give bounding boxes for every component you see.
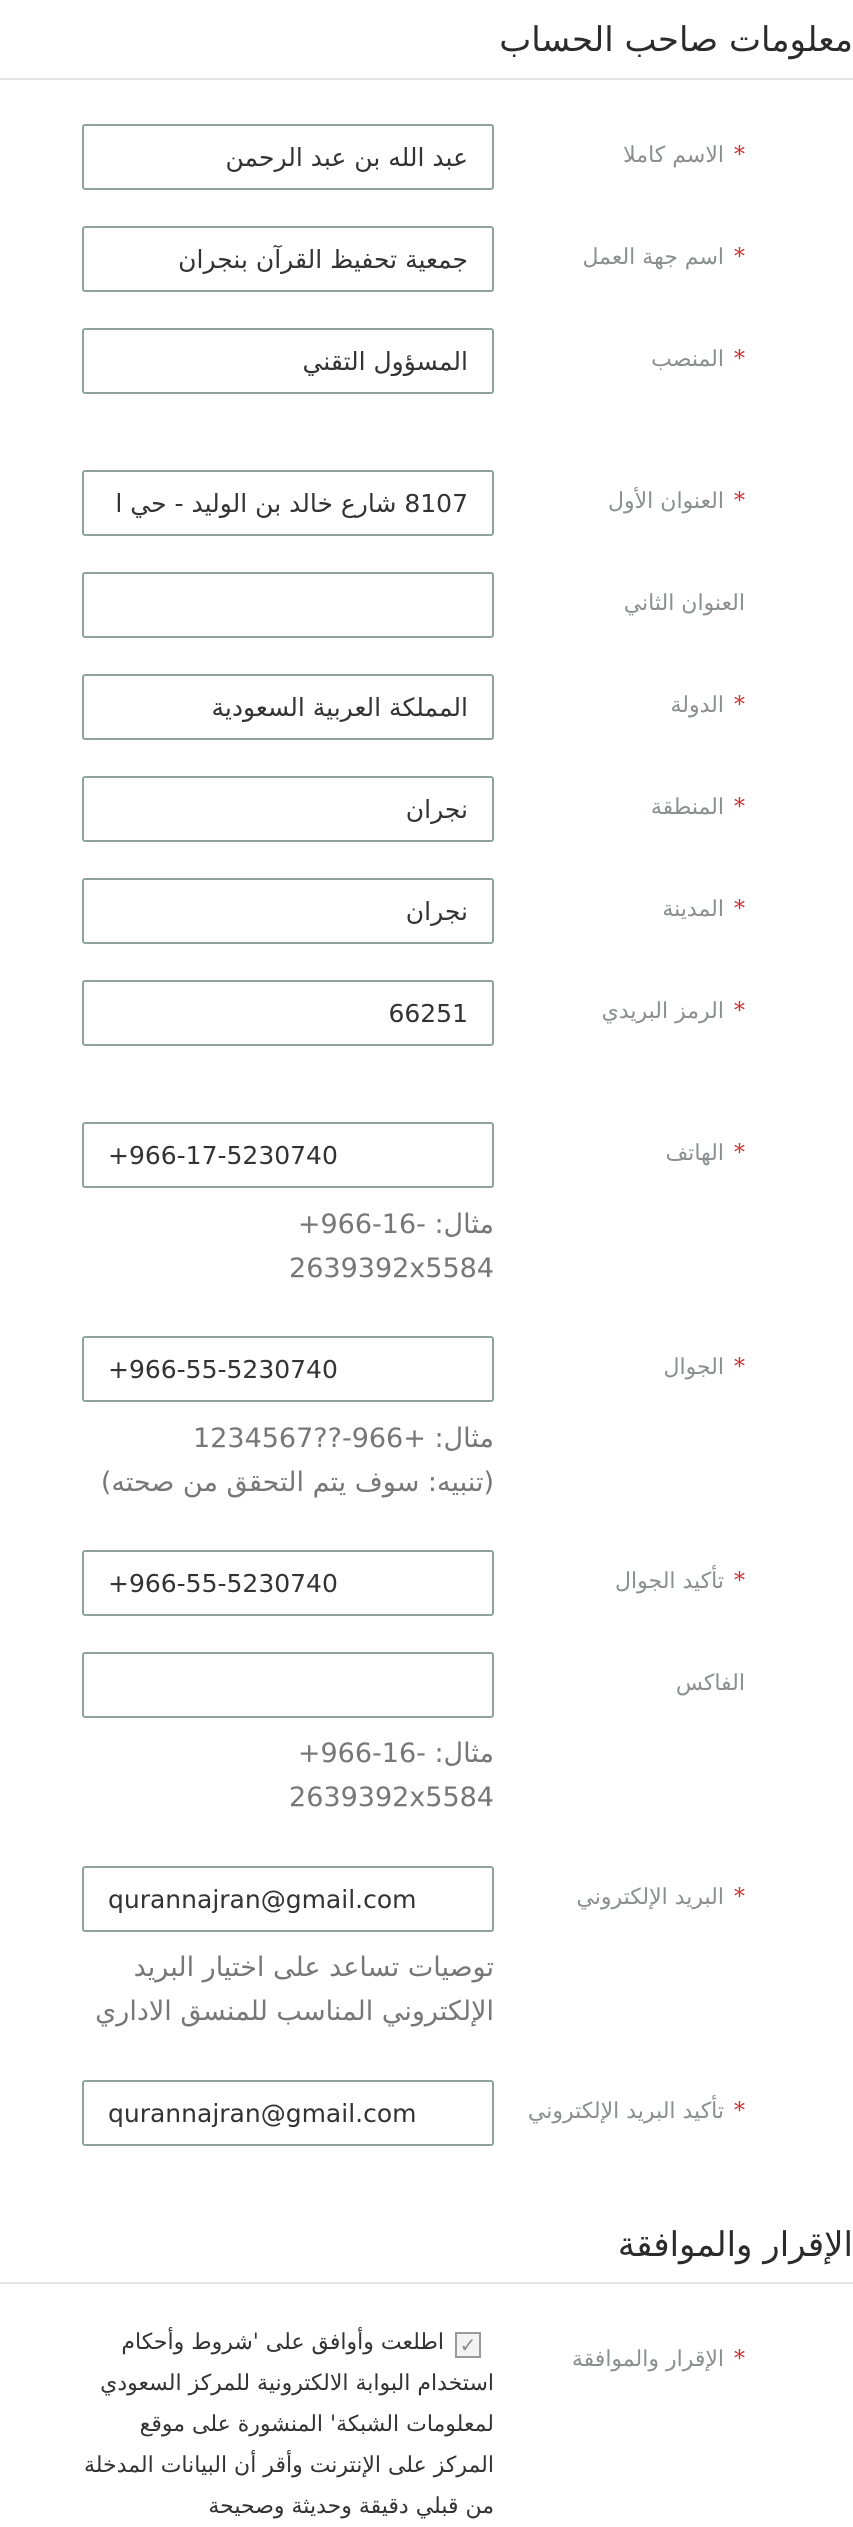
required-marker: * (734, 143, 745, 168)
label-position: *المنصب (651, 347, 745, 372)
required-marker: * (734, 1141, 745, 1166)
required-marker: * (734, 795, 745, 820)
label-postal-code: *الرمز البريدي (601, 999, 745, 1024)
mobile-help-text: مثال: +966-??1234567 (تنبيه: سوف يتم التحقق من صحته) (100, 1423, 494, 1498)
region-input[interactable] (82, 776, 494, 842)
agreement-text: اطلعت وأوافق على 'شروط وأحكام استخدام البوابة الالكترونية للمركز السعودي لمعلومات الشبكة' المنشورة على موقع المركز على الإنترنت وأقر أن البيانات المدخلة من قبلي دقيقة وحديثة وصحيحة (83, 2330, 494, 2519)
email-help-text: توصيات تساعد على اختيار البريد الإلكتروني المناسب للمنسق الاداري (95, 1952, 494, 2027)
label-city: *المدينة (662, 897, 745, 922)
label-organization: *اسم جهة العمل (582, 245, 745, 270)
required-marker: * (734, 245, 745, 270)
fax-help-text: مثال: +966-16- 2639392x5584 (289, 1738, 494, 1813)
required-marker: * (734, 693, 745, 718)
required-marker: * (734, 1885, 745, 1910)
city-input[interactable] (82, 878, 494, 944)
mobile-input[interactable] (82, 1336, 494, 1402)
label-mobile-confirm: *تأكيد الجوال (615, 1569, 745, 1594)
position-input[interactable] (82, 328, 494, 394)
required-marker: * (734, 2347, 745, 2372)
section-title-agreement: الإقرار والموافقة (617, 2225, 853, 2265)
label-fax: الفاكس (675, 1671, 745, 1696)
label-country: *الدولة (670, 693, 745, 718)
section-divider (0, 78, 853, 80)
required-marker: * (734, 1569, 745, 1594)
phone-input[interactable] (82, 1122, 494, 1188)
required-marker: * (734, 2099, 745, 2124)
postal-code-input[interactable] (82, 980, 494, 1046)
label-mobile: *الجوال (663, 1355, 745, 1380)
required-marker: * (734, 1355, 745, 1380)
label-address1: *العنوان الأول (608, 489, 745, 514)
organization-input[interactable] (82, 226, 494, 292)
required-marker: * (734, 489, 745, 514)
label-email-confirm: *تأكيد البريد الإلكتروني (527, 2099, 745, 2124)
label-phone: *الهاتف (665, 1141, 745, 1166)
email-input[interactable] (82, 1866, 494, 1932)
phone-help-text: مثال: +966-16- 2639392x5584 (289, 1209, 494, 1284)
label-email: *البريد الإلكتروني (576, 1885, 745, 1910)
address1-input[interactable] (82, 470, 494, 536)
section-title-account-holder: معلومات صاحب الحساب (499, 20, 853, 60)
required-marker: * (734, 347, 745, 372)
label-full-name: *الاسم كاملا (623, 143, 745, 168)
label-agreement: *الإقرار والموافقة (571, 2347, 745, 2372)
required-marker: * (734, 999, 745, 1024)
mobile-confirm-input[interactable] (82, 1550, 494, 1616)
checkmark-icon: ✓ (459, 2333, 477, 2357)
section-divider (0, 2282, 853, 2284)
full-name-input[interactable] (82, 124, 494, 190)
country-input[interactable] (82, 674, 494, 740)
label-address2: العنوان الثاني (623, 591, 745, 616)
label-region: *المنطقة (650, 795, 745, 820)
fax-input[interactable] (82, 1652, 494, 1718)
required-marker: * (734, 897, 745, 922)
email-confirm-input[interactable] (82, 2080, 494, 2146)
address2-input[interactable] (82, 572, 494, 638)
